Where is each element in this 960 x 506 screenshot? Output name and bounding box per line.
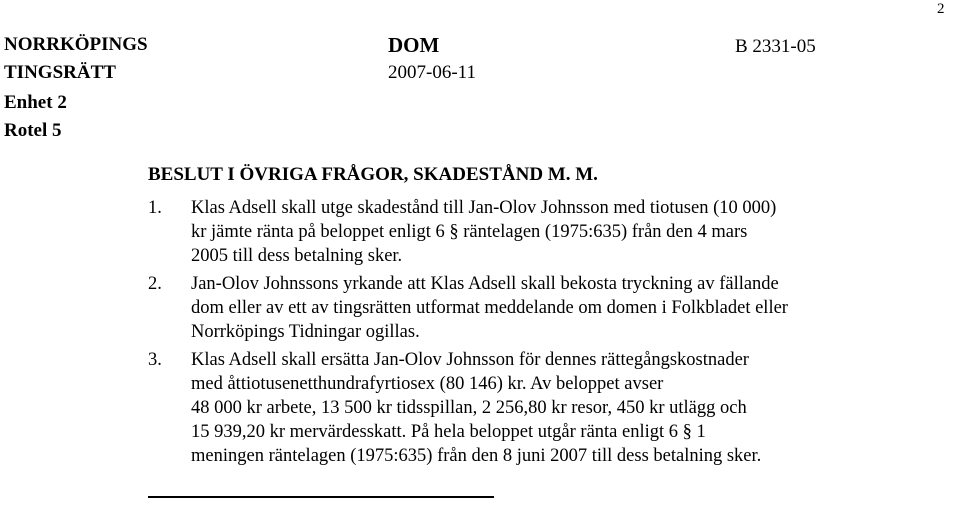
item-line: dom eller av ett av tingsrätten utformat meddelande om domen i Folkbladet eller xyxy=(191,298,788,318)
item-line: Jan-Olov Johnssons yrkande att Klas Adsell skall bekosta tryckning av fällande xyxy=(191,274,779,294)
item-line: kr jämte ränta på beloppet enligt 6 § räntelagen (1975:635) från den 4 mars xyxy=(191,222,748,242)
document-date: 2007-06-11 xyxy=(388,62,476,83)
item-line: med åttiotusenetthundrafyrtiosex (80 146) kr. Av beloppet avser xyxy=(191,374,664,394)
item-line: meningen räntelagen (1975:635) från den 8 juni 2007 till dess betalning sker. xyxy=(191,446,762,466)
item-number: 3. xyxy=(148,350,162,370)
item-line: 48 000 kr arbete, 13 500 kr tidsspillan, 2 256,80 kr resor, 450 kr utlägg och xyxy=(191,398,747,418)
item-number: 2. xyxy=(148,274,162,294)
document-type: DOM xyxy=(388,33,440,57)
item-line: 15 939,20 kr mervärdesskatt. På hela beloppet utgår ränta enligt 6 § 1 xyxy=(191,422,706,442)
section-heading: BESLUT I ÖVRIGA FRÅGOR, SKADESTÅND M. M. xyxy=(148,164,598,185)
item-number: 1. xyxy=(148,198,162,218)
court-name-line2: TINGSRÄTT xyxy=(4,62,116,83)
rotel-label: Rotel 5 xyxy=(4,120,62,141)
item-line: 2005 till dess betalning sker. xyxy=(191,246,403,266)
unit-label: Enhet 2 xyxy=(4,92,67,113)
case-number: B 2331-05 xyxy=(735,36,816,57)
court-name-line1: NORRKÖPINGS xyxy=(4,34,148,55)
page-number: 2 xyxy=(937,1,945,17)
item-line: Klas Adsell skall ersätta Jan-Olov Johnsson för dennes rättegångskostnader xyxy=(191,350,749,370)
closing-rule xyxy=(148,496,494,498)
item-line: Klas Adsell skall utge skadestånd till Jan-Olov Johnsson med tiotusen (10 000) xyxy=(191,198,777,218)
item-line: Norrköpings Tidningar ogillas. xyxy=(191,322,420,342)
